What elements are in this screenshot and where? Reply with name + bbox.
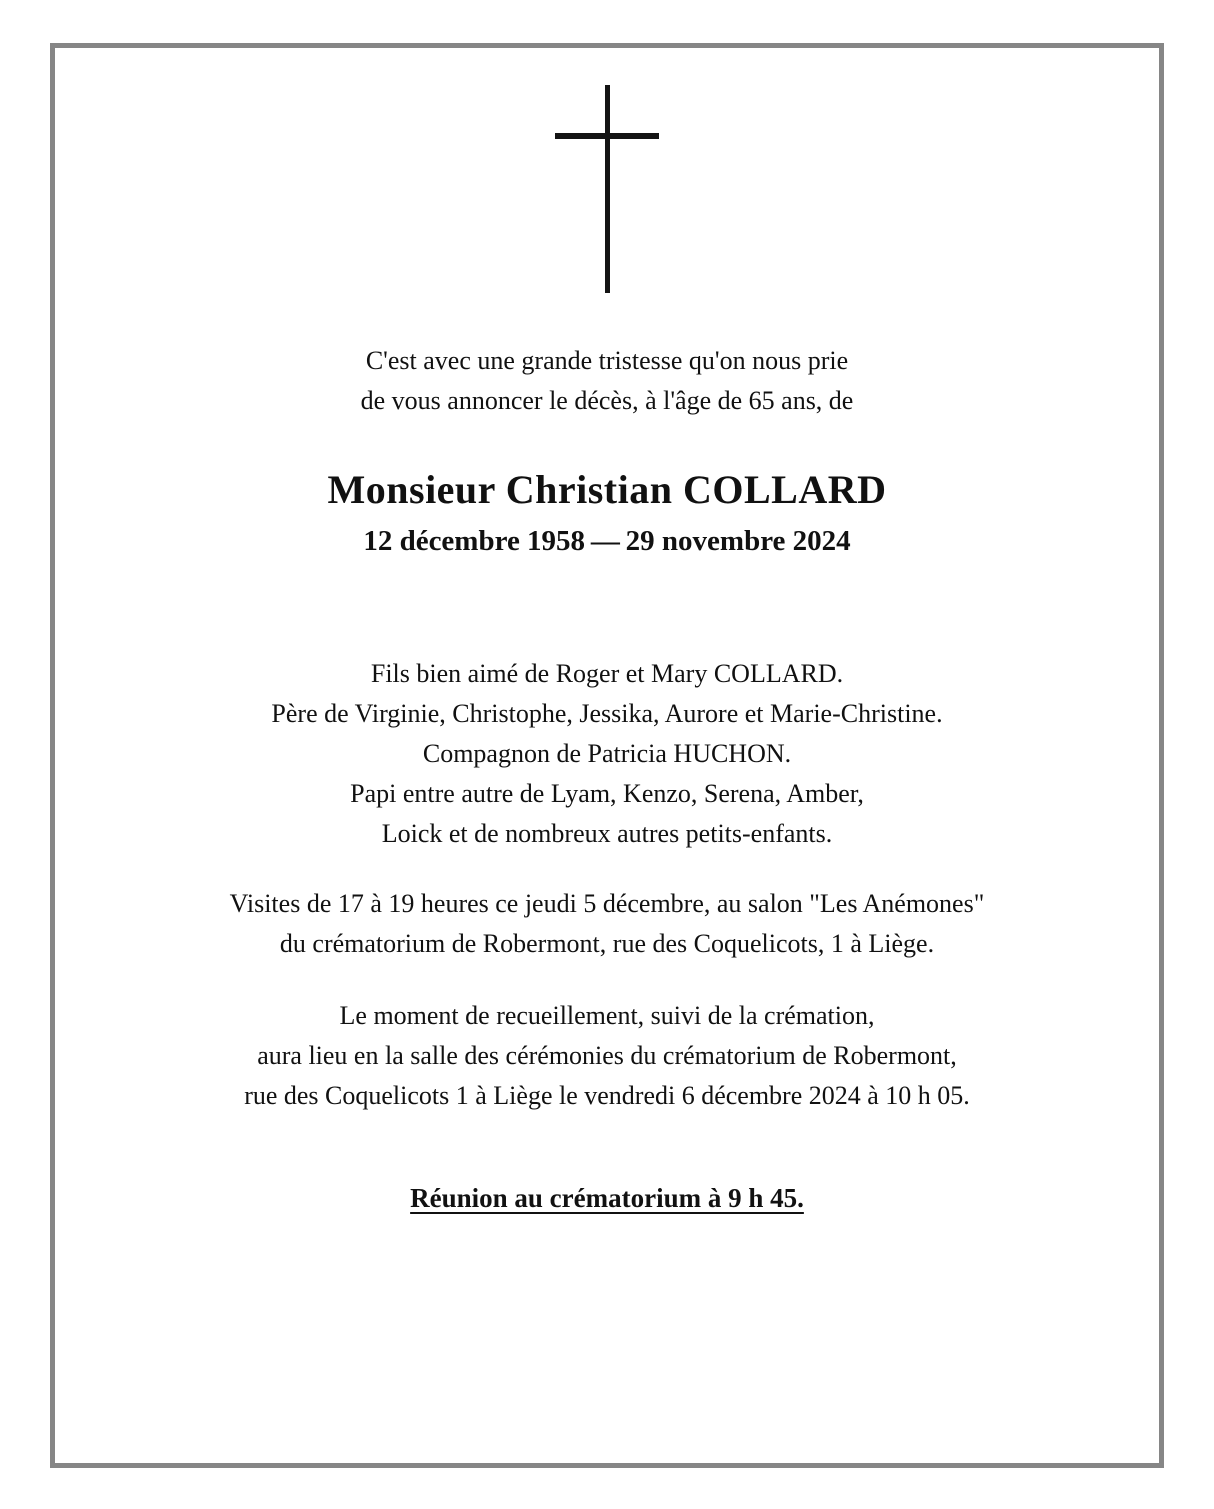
cross-horizontal-bar [555,133,659,139]
border-frame [50,43,1164,1468]
deceased-name: Monsieur Christian COLLARD [327,467,887,512]
family-line: Fils bien aimé de Roger et Mary COLLARD. [370,659,844,688]
deceased-dates: 12 décembre 1958 — 29 novembre 2024 [363,525,851,557]
ceremony-text [55,996,1159,1116]
ceremony-line: aura lieu en la salle des cérémonies du crématorium de Robermont, [257,1041,957,1070]
cross-icon [555,85,659,293]
family-line: Compagnon de Patricia HUCHON. [422,739,792,768]
family-line: Papi entre autre de Lyam, Kenzo, Serena, Amber, [350,779,864,808]
announcement-content [55,48,1159,1463]
visits-line: du crématorium de Robermont, rue des Coquelicots, 1 à Liège. [279,929,935,958]
family-text [55,654,1159,854]
intro-line-2: de vous annoncer le décès, à l'âge de 65 ans, de [360,386,854,415]
visits-text [55,884,1159,964]
cross-vertical-bar [605,85,610,293]
ceremony-line: Le moment de recueillement, suivi de la crémation, [339,1001,875,1030]
visits-line: Visites de 17 à 19 heures ce jeudi 5 décembre, au salon "Les Anémones" [229,889,985,918]
intro-text [55,341,1159,421]
intro-line-1: C'est avec une grande tristesse qu'on nous prie [365,346,849,375]
family-line: Père de Virginie, Christophe, Jessika, Aurore et Marie-Christine. [271,699,943,728]
ceremony-line: rue des Coquelicots 1 à Liège le vendredi 6 décembre 2024 à 10 h 05. [244,1081,970,1110]
family-line: Loick et de nombreux autres petits-enfants. [381,819,833,848]
meeting-line: Réunion au crématorium à 9 h 45. [410,1183,804,1213]
